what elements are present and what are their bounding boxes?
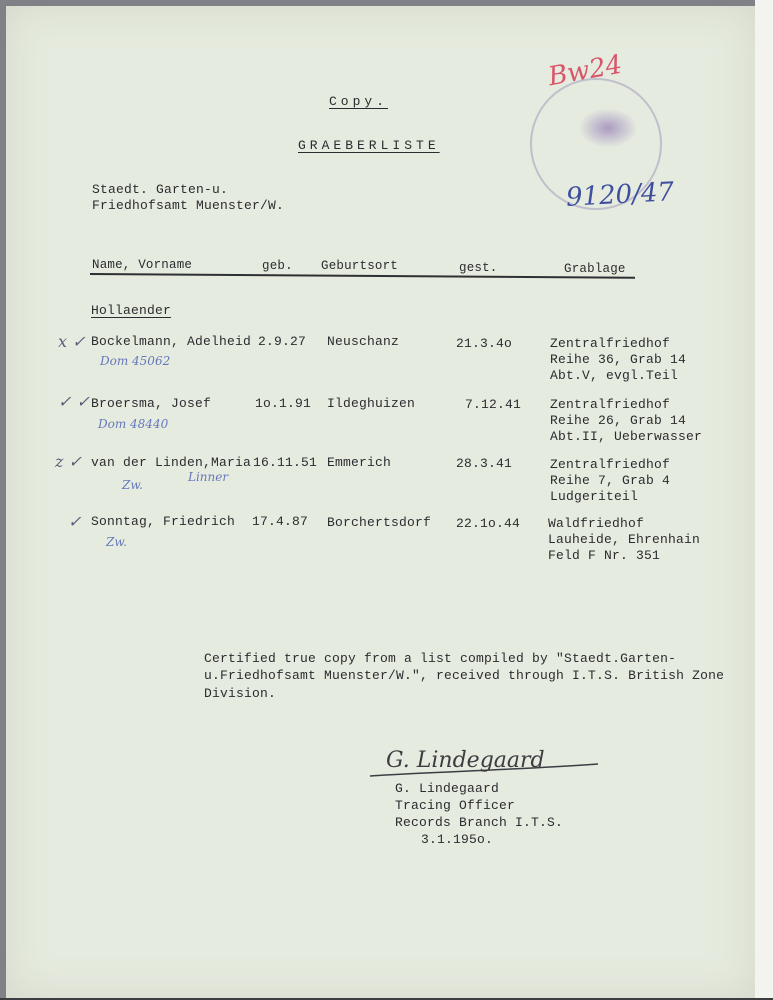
row-grave-line-1: Zentralfriedhof	[550, 397, 671, 412]
row-died: 7.12.41	[465, 397, 522, 412]
row-grave-line-1: Zentralfriedhof	[550, 457, 671, 472]
row-grave-line-2: Reihe 7, Grab 4	[550, 473, 671, 488]
check-mark: z ✓	[55, 452, 82, 471]
row-grave-line-2: Reihe 26, Grab 14	[550, 413, 687, 428]
certification-line-1: Certified true copy from a list compiled by "Staedt.Garten-	[204, 651, 677, 666]
certification-line-3: Division.	[204, 686, 277, 701]
column-header-birthplace: Geburtsort	[321, 259, 399, 273]
row-birthplace: Ildeghuizen	[327, 396, 416, 411]
column-header-born: geb.	[262, 259, 293, 273]
row-grave-line-3: Abt.II, Ueberwasser	[550, 429, 703, 444]
signer-title: Tracing Officer	[395, 798, 516, 813]
row-name: van der Linden,Maria	[91, 455, 252, 470]
row-birthplace: Neuschanz	[327, 334, 400, 349]
document-title: GRAEBERLISTE	[298, 138, 440, 153]
pencil-note: Dom 45062	[100, 354, 171, 368]
row-grave-line-2: Lauheide, Ehrenhain	[548, 532, 701, 547]
row-born: 1o.1.91	[255, 396, 312, 411]
pencil-note: Zw.	[122, 478, 143, 492]
row-name: Sonntag, Friedrich	[91, 514, 236, 529]
row-grave-line-1: Zentralfriedhof	[550, 336, 671, 351]
row-birthplace: Borchertsdorf	[327, 515, 432, 530]
signer-name: G. Lindegaard	[395, 781, 500, 796]
page-edge	[755, 0, 773, 1000]
column-header-name: Name, Vorname	[92, 258, 193, 272]
office-line-1: Staedt. Garten-u.	[92, 182, 229, 197]
check-mark: x ✓	[58, 332, 86, 351]
pencil-note: Dom 48440	[98, 417, 169, 431]
row-born: 16.11.51	[253, 455, 318, 470]
copy-label: Copy.	[329, 94, 389, 109]
row-grave-line-3: Feld F Nr. 351	[548, 548, 661, 563]
check-mark: ✓ ✓	[58, 392, 90, 411]
pencil-note: Linner	[188, 470, 229, 484]
group-heading: Hollaender	[91, 303, 172, 318]
document-date: 3.1.195o.	[421, 832, 494, 847]
handwritten-signature: G. Lindegaard	[386, 748, 545, 773]
signer-branch: Records Branch I.T.S.	[395, 815, 564, 830]
column-header-died: gest.	[459, 261, 498, 275]
row-name: Bockelmann, Adelheid	[91, 334, 252, 349]
column-header-grave: Grablage	[564, 262, 626, 276]
row-grave-line-2: Reihe 36, Grab 14	[550, 352, 687, 367]
row-born: 17.4.87	[252, 514, 309, 529]
handwritten-file-number: 9120/47	[565, 177, 675, 213]
row-died: 28.3.41	[456, 456, 513, 471]
stamp-smudge	[578, 108, 638, 148]
signature-flourish	[366, 752, 606, 782]
check-mark: ✓	[68, 512, 82, 531]
red-handwritten-mark: Bw24	[545, 49, 625, 93]
row-birthplace: Emmerich	[327, 455, 392, 470]
row-grave-line-3: Abt.V, evgl.Teil	[550, 368, 679, 383]
office-line-2: Friedhofsamt Muenster/W.	[92, 198, 285, 213]
row-died: 22.1o.44	[456, 516, 521, 531]
row-grave-line-1: Waldfriedhof	[548, 516, 645, 531]
row-name: Broersma, Josef	[91, 396, 212, 411]
row-died: 21.3.4o	[456, 336, 513, 351]
pencil-note: Zw.	[106, 535, 127, 549]
certification-line-2: u.Friedhofsamt Muenster/W.", received through I.T.S. British Zone	[204, 668, 725, 683]
row-grave-line-3: Ludgeriteil	[550, 489, 639, 504]
row-born: 2.9.27	[258, 334, 307, 349]
